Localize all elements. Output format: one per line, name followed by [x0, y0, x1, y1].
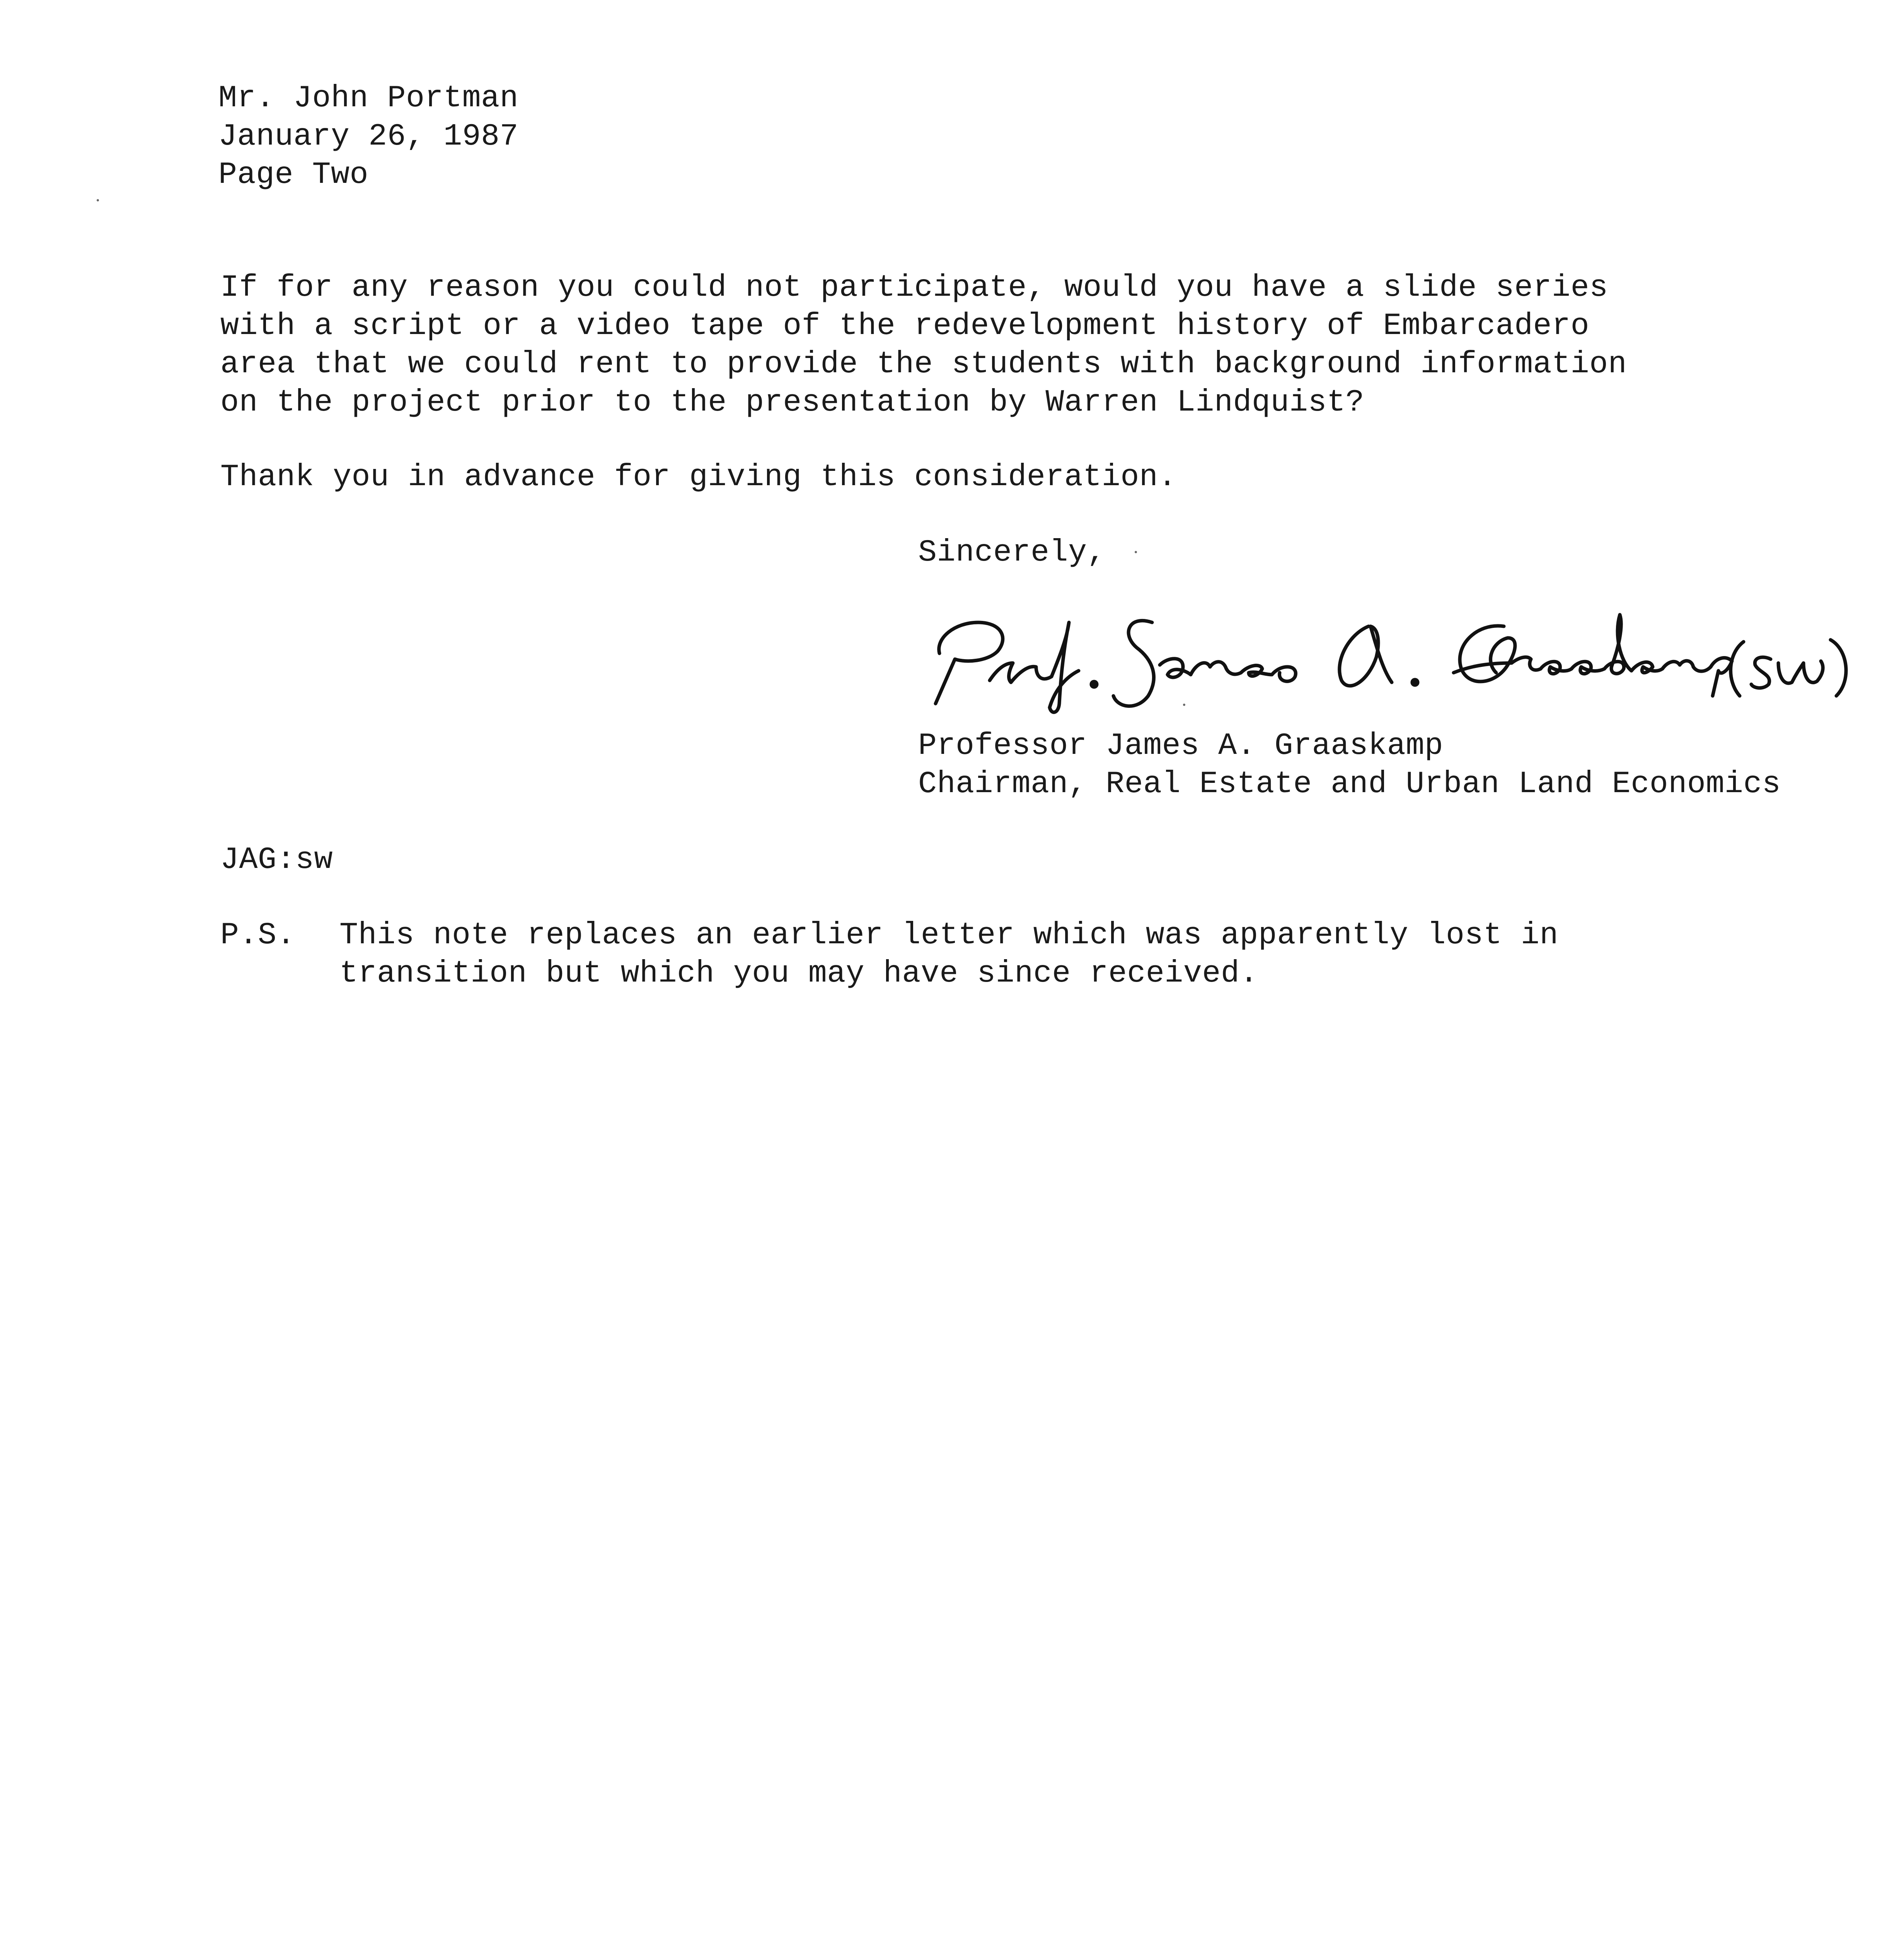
reference-initials: JAG:sw: [220, 842, 333, 878]
paragraph-line: on the project prior to the presentation by Warren Lindquist?: [220, 385, 1364, 420]
closing-salutation: Sincerely,: [918, 535, 1106, 570]
signer-name: Professor James A. Graaskamp: [918, 728, 1444, 764]
scan-speck: [97, 199, 99, 201]
signer-title: Chairman, Real Estate and Urban Land Economics: [918, 767, 1781, 802]
recipient-name: Mr. John Portman: [218, 81, 519, 116]
paragraph-line: If for any reason you could not participate, would you have a slide series: [220, 270, 1608, 305]
paragraph-line: with a script or a video tape of the redevelopment history of Embarcadero: [220, 309, 1590, 344]
thanks-line: Thank you in advance for giving this consideration.: [220, 460, 1177, 495]
body-paragraph: [220, 269, 1627, 422]
postscript-text: [339, 916, 1558, 993]
postscript-line: transition but which you may have since received.: [339, 956, 1258, 991]
handwritten-signature: [912, 580, 1860, 727]
scan-speck: [1183, 704, 1185, 706]
letter-date: January 26, 1987: [218, 119, 519, 154]
postscript-label: P.S.: [220, 918, 296, 953]
page-number: Page Two: [218, 157, 369, 193]
signature-block: [918, 727, 1781, 803]
paragraph-line: area that we could rent to provide the students with background information: [220, 347, 1627, 382]
postscript-line: This note replaces an earlier letter which was apparently lost in: [339, 918, 1559, 953]
letter-header: [218, 79, 518, 194]
scan-speck: [1135, 551, 1137, 553]
